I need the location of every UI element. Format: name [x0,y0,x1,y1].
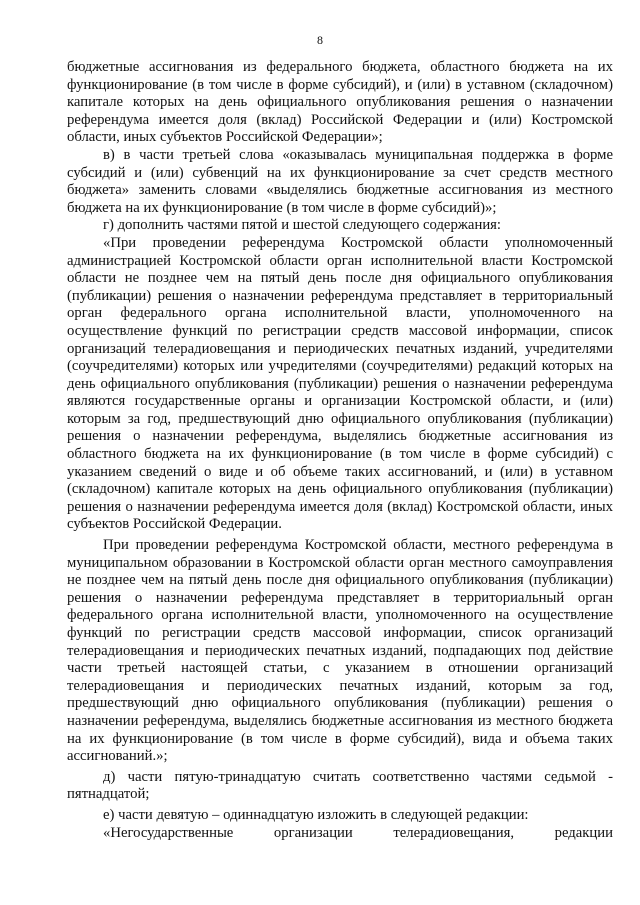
document-body [67,59,613,842]
paragraph-item-e: е) части девятую – одиннадцатую изложить в следующей редакции: [103,806,529,823]
paragraph-continuation: бюджетные ассигнования из федерального бюджета, областного бюджета на их функционирование (в том числе в форме субсидий), и (или) в уставном (складочном) капитале которых на день официального опубликования решения о назначении референдума имеется доля (вклад) Российской Федерации и (или) Костромской области, иных субъектов Российской Федерации»; [67,59,613,146]
paragraph-item-g: г) дополнить частями пятой и шестой следующего содержания: [103,217,502,234]
paragraph-item-v: в) в части третьей слова «оказывалась муниципальная поддержка в форме субсидий и (или) субвенций на их функционирование за счет средств местного бюджета» заменить словами «выделялись бюджетные ассигнования из местного бюджета на их функционирование (в том числе в форме субсидий)»; [67,146,613,216]
paragraph-quoted-part-five: «При проведении референдума Костромской области уполномоченный администрацией Костромской области орган исполнительной власти Костромской области не позднее чем на пятый день после дня официального опубликования (публикации) решения о назначении референдума представляет в территориальный орган федерального органа исполнительной власти, уполномоченного на осуществление функций по регистрации средств массовой информации, список организаций телерадиовещания и периодических печатных изданий, учредителями (соучредителями) которых или учредителями (соучредителями) редакций которых на день официального опубликования (публикации) решения о назначении референдума являются государственные органы и организации Костромской области, и (или) которым за год, предшествующий дню официального опубликования (публикации) решения о назначении референдума, выделялись бюджетные ассигнования из областного бюджета на их функционирование (в том числе в форме субсидий) с указанием сведений о виде и об объеме таких ассигнований, и (или) в уставном (складочном) капитале которых на день официального опубликования (публикации) решения о назначении референдума имеется доля (вклад) Костромской области, иных субъектов Российской Федерации. [67,234,613,533]
paragraph-item-d: д) части пятую-тринадцатую считать соответственно частями седьмой - пятнадцатой; [67,768,613,803]
page-number: 8 [317,33,323,47]
paragraph-quoted-start: «Негосударственные организации телерадиовещания, редакции [103,824,613,841]
paragraph-quoted-part-six: При проведении референдума Костромской области, местного референдума в муниципальном образовании в Костромской области орган местного самоуправления не позднее чем на пятый день после дня официального опубликования (публикации) решения о назначении референдума представляет в территориальный орган федерального органа исполнительной власти, уполномоченного на осуществление функций по регистрации средств массовой информации, список организаций телерадиовещания и периодических печатных изданий, подпадающих под действие части третьей настоящей статьи, с указанием в отношении организаций телерадиовещания и периодических печатных изданий, которым за год, предшествующий дню официального опубликования (публикации) решения о назначении референдума, выделялись бюджетные ассигнования из местного бюджета на их функционирование (в том числе в форме субсидий), вида и объема таких ассигнований.»; [67,537,613,765]
